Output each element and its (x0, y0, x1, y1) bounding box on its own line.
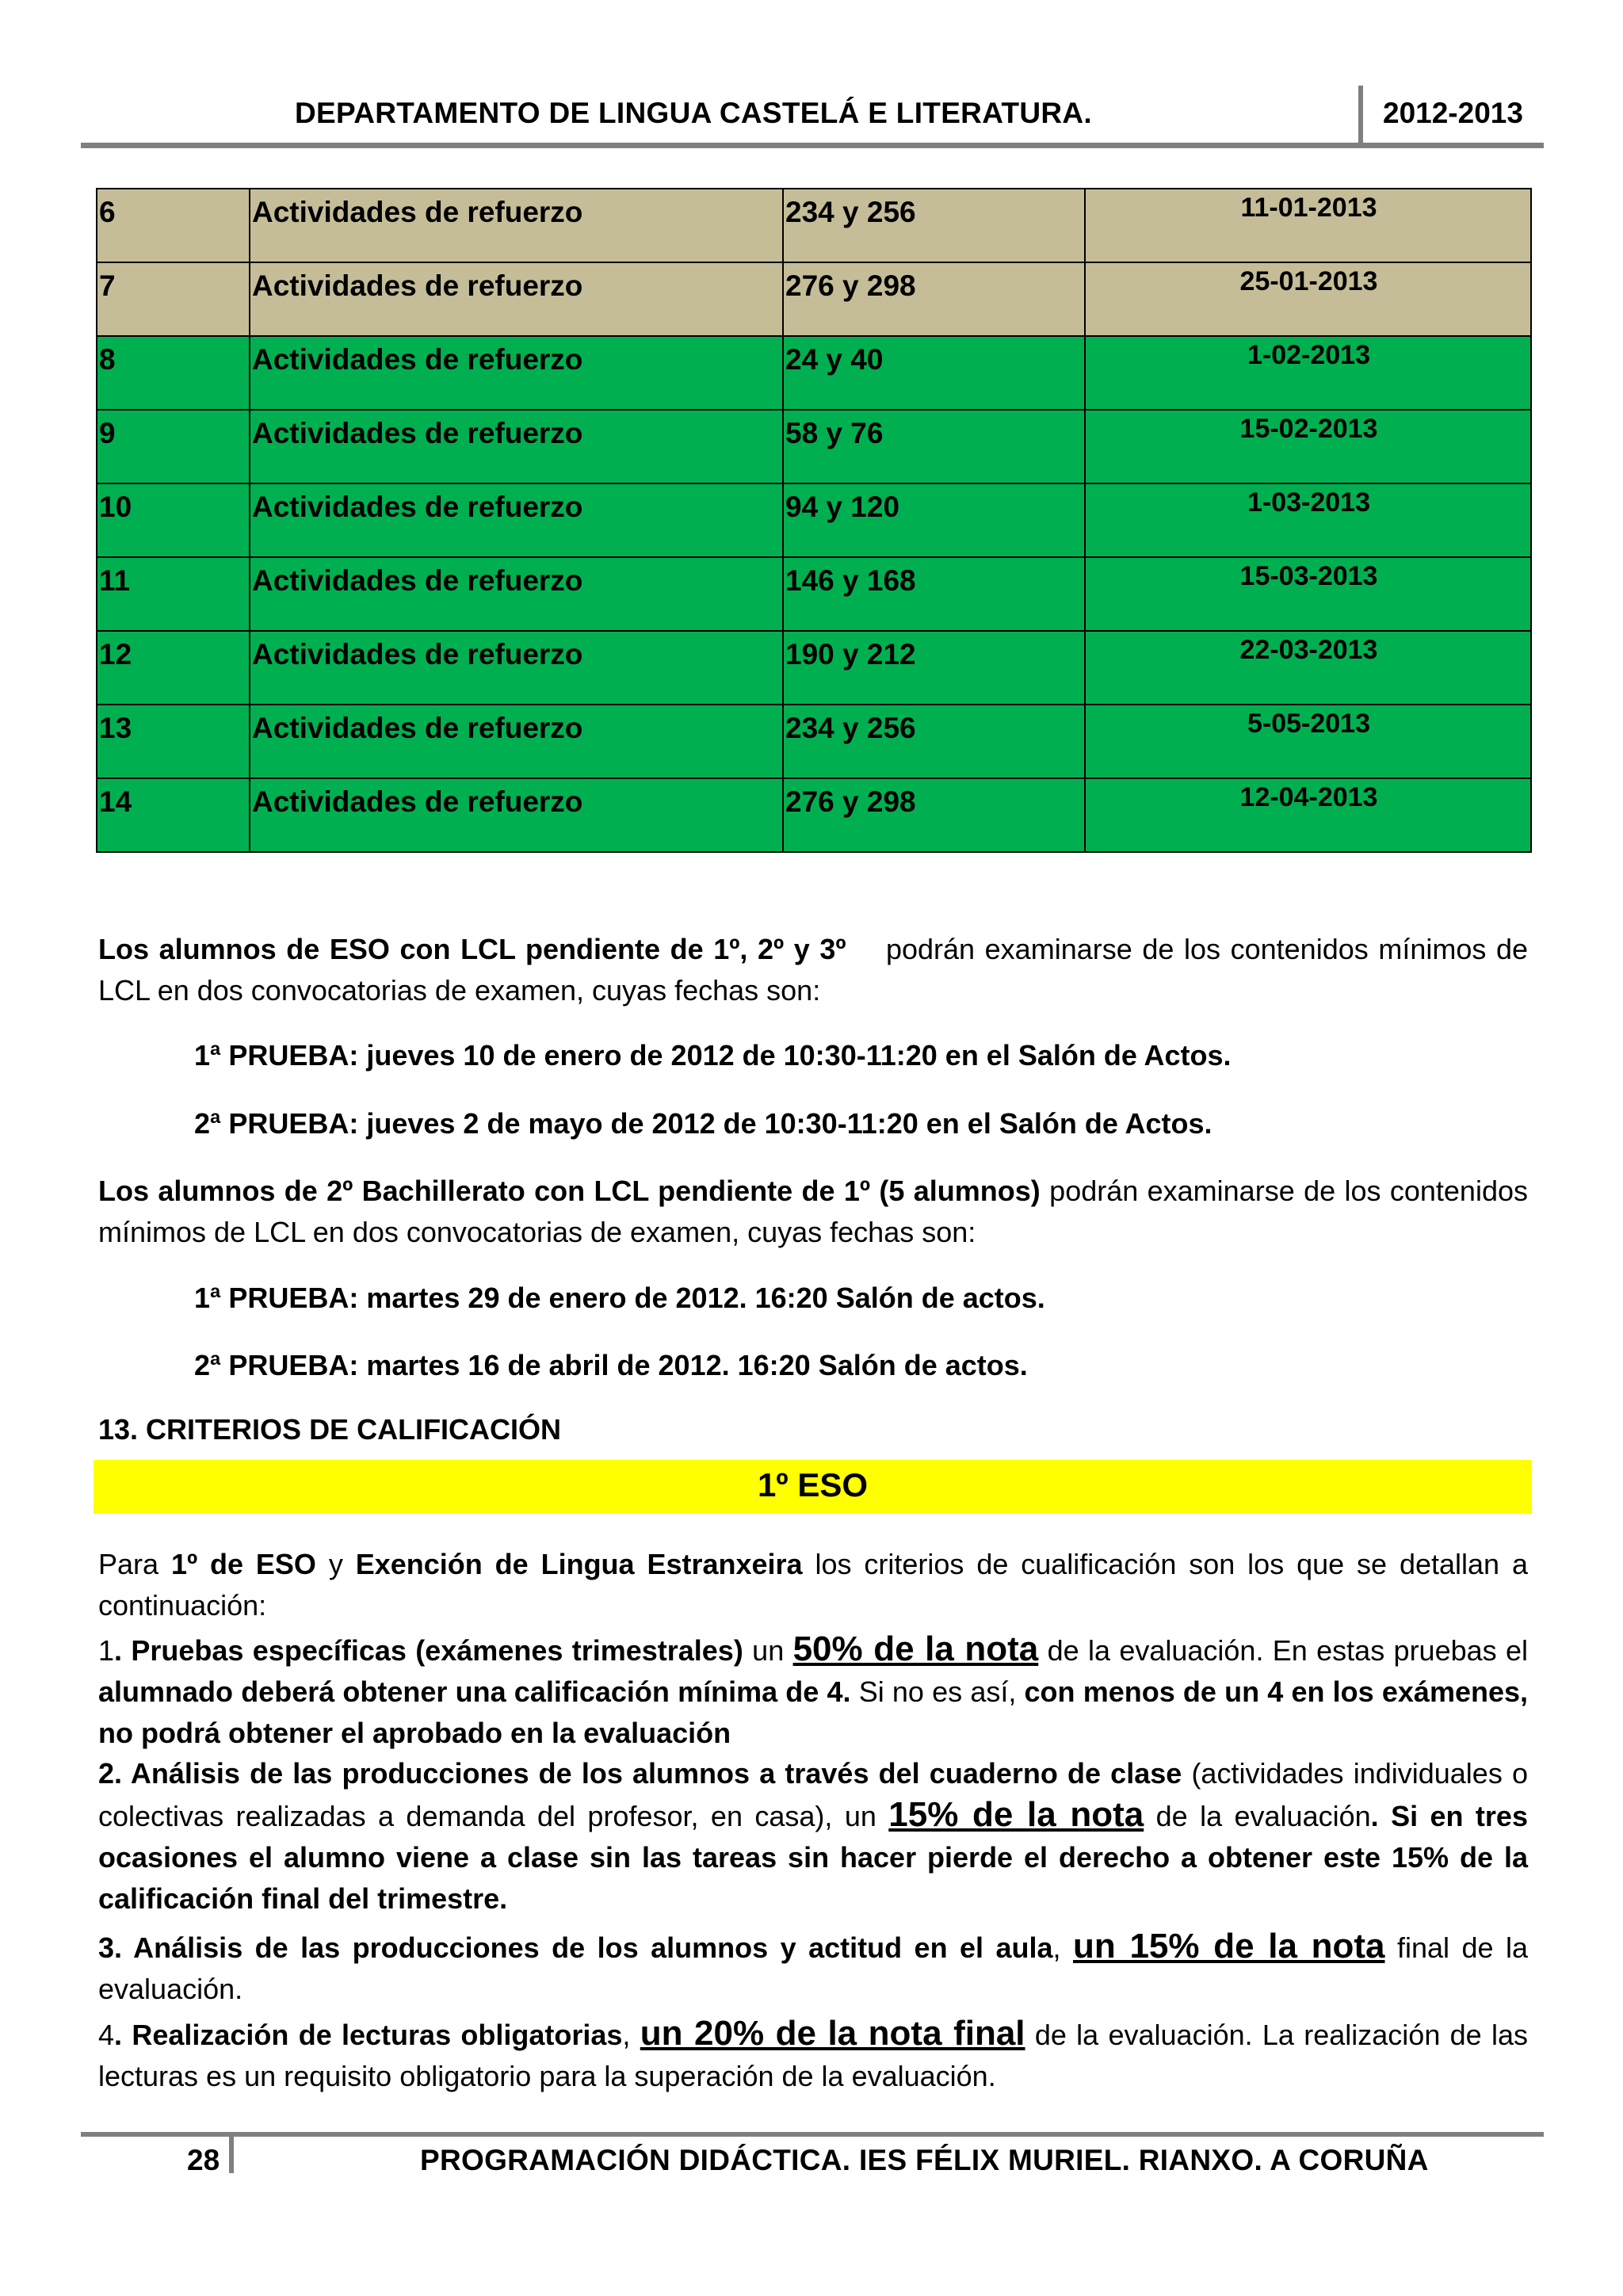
eso-test-2: 2ª PRUEBA: jueves 2 de mayo de 2012 de 10:30-11:20 en el Salón de Actos. (194, 1107, 1212, 1140)
date-cell (1085, 262, 1531, 336)
criteria-intro-text-2: y (315, 1548, 356, 1580)
pages-cell (783, 410, 1085, 483)
criteria-item-1 (98, 1629, 1528, 1754)
criteria-item-4-text-1: , (622, 2019, 640, 2051)
criteria-item-2-percent: 15% de la nota (888, 1795, 1144, 1834)
criteria-item-3-text-1: , (1052, 1931, 1074, 1964)
section-heading: 13. CRITERIOS DE CALIFICACIÓN (98, 1413, 562, 1446)
activity-cell-text: Actividades de refuerzo (252, 564, 583, 597)
pages-cell (783, 336, 1085, 410)
footer-divider (229, 2135, 234, 2173)
row-number-cell (97, 336, 250, 410)
criteria-intro (98, 1544, 1528, 1626)
pages-cell-text: 276 y 298 (785, 785, 916, 818)
criteria-item-4-num: 4 (98, 2019, 115, 2051)
criteria-item-2-text-2: de la evaluación (1144, 1800, 1371, 1832)
table-row (97, 631, 1531, 705)
table-row (97, 483, 1531, 557)
level-band (94, 1460, 1532, 1514)
criteria-intro-bold-2: Exención de Lingua Estranxeira (355, 1548, 803, 1580)
pages-cell-text: 24 y 40 (785, 343, 884, 376)
header-title: DEPARTAMENTO DE LINGUA CASTELÁ E LITERATURA. (294, 97, 1093, 129)
activity-cell (250, 631, 783, 705)
pages-cell-text: 234 y 256 (785, 712, 916, 744)
row-number-cell-text: 13 (99, 712, 132, 744)
date-cell-text: 15-02-2013 (1239, 414, 1378, 444)
pages-cell (783, 189, 1085, 262)
row-number-cell-text: 7 (99, 269, 116, 302)
criteria-item-1-bold-2: alumnado deberá obtener una calificación mínima de 4. (98, 1675, 851, 1708)
header-year: 2012-2013 (1383, 97, 1523, 129)
criteria-intro-text-3: los criterios de cualificación son los que se detallan a continuación: (98, 1548, 1528, 1622)
pages-cell (783, 705, 1085, 778)
date-cell (1085, 778, 1531, 852)
row-number-cell (97, 189, 250, 262)
row-number-cell (97, 483, 250, 557)
criteria-item-4-bold: . Realización de lecturas obligatorias (114, 2019, 623, 2051)
row-number-cell-text: 12 (99, 638, 132, 670)
row-number-cell (97, 262, 250, 336)
activity-cell-text: Actividades de refuerzo (252, 343, 583, 376)
pages-cell (783, 557, 1085, 631)
pages-cell-text: 276 y 298 (785, 269, 916, 302)
bach-test-1: 1ª PRUEBA: martes 29 de enero de 2012. 16:20 Salón de actos. (194, 1282, 1045, 1314)
bach-exams-intro-rest: podrán examinarse de los contenidos mínimos de LCL en dos convocatorias de examen, cuyas fechas son: (98, 1175, 1528, 1248)
table-row (97, 336, 1531, 410)
table-row (97, 189, 1531, 262)
activity-cell (250, 410, 783, 483)
row-number-cell (97, 705, 250, 778)
row-number-cell (97, 631, 250, 705)
date-cell-text: 1-02-2013 (1247, 340, 1370, 370)
row-number-cell-text: 6 (99, 196, 116, 228)
activity-cell-text: Actividades de refuerzo (252, 417, 583, 449)
row-number-cell-text: 11 (99, 564, 131, 597)
header-divider (1358, 86, 1363, 146)
criteria-item-4-text-2: de la evaluación. La realización de las lecturas es un requisito obligatorio para la superación de la evaluación. (98, 2019, 1529, 2092)
criteria-item-4 (98, 2013, 1528, 2097)
bach-test-2: 2ª PRUEBA: martes 16 de abril de 2012. 16:20 Salón de actos. (194, 1349, 1028, 1381)
pages-cell-text: 190 y 212 (785, 638, 916, 670)
criteria-item-3 (98, 1926, 1528, 2010)
pages-cell (783, 262, 1085, 336)
criteria-item-3-percent: un 15% de la nota (1073, 1927, 1385, 1966)
footer-title: PROGRAMACIÓN DIDÁCTICA. IES FÉLIX MURIEL. RIANXO. A CORUÑA (420, 2144, 1429, 2176)
activity-cell-text: Actividades de refuerzo (252, 269, 583, 302)
date-cell (1085, 705, 1531, 778)
table-row (97, 557, 1531, 631)
table-row (97, 705, 1531, 778)
eso-exams-intro-bold: Los alumnos de ESO con LCL pendiente de 1º, 2º y 3º (98, 933, 846, 965)
criteria-item-2-bold: 2. Análisis de las producciones de los alumnos a través del cuaderno de clase (98, 1757, 1182, 1790)
row-number-cell (97, 410, 250, 483)
criteria-item-2-text-1: (actividades individuales o colectivas realizadas a demanda del profesor, en casa), un (98, 1757, 1529, 1832)
criteria-item-1-text-2: de la evaluación. En estas pruebas el (1038, 1634, 1528, 1667)
date-cell-text: 11-01-2013 (1240, 193, 1377, 223)
eso-exams-paragraph (98, 929, 1528, 1011)
row-number-cell-text: 9 (99, 417, 116, 449)
bach-exams-paragraph (98, 1171, 1528, 1253)
date-cell-text: 22-03-2013 (1239, 635, 1378, 665)
date-cell (1085, 631, 1531, 705)
activity-cell-text: Actividades de refuerzo (252, 712, 583, 744)
activity-cell-text: Actividades de refuerzo (252, 785, 583, 818)
activity-cell (250, 483, 783, 557)
bach-exams-intro-bold: Los alumnos de 2º Bachillerato con LCL pendiente de 1º (5 alumnos) (98, 1175, 1041, 1207)
criteria-intro-text-1: Para (98, 1548, 171, 1580)
criteria-item-2 (98, 1753, 1528, 1920)
eso-exams-intro-rest: podrán examinarse de los contenidos mínimos de LCL en dos convocatorias de examen, cuyas fechas son: (98, 933, 1528, 1007)
activity-cell (250, 336, 783, 410)
row-number-cell-text: 14 (99, 785, 132, 818)
criteria-item-1-text-1: un (743, 1634, 793, 1667)
activity-cell (250, 557, 783, 631)
schedule-table (96, 188, 1532, 853)
pages-cell (783, 778, 1085, 852)
criteria-item-3-bold: 3. Análisis de las producciones de los alumnos y actitud en el aula (98, 1931, 1053, 1964)
criteria-intro-bold-1: 1º de ESO (170, 1548, 316, 1580)
date-cell-text: 1-03-2013 (1247, 487, 1370, 518)
row-number-cell-text: 8 (99, 343, 116, 376)
level-band-label: 1º ESO (757, 1466, 869, 1503)
activity-cell-text: Actividades de refuerzo (252, 196, 583, 228)
activity-cell (250, 262, 783, 336)
table-row (97, 778, 1531, 852)
criteria-item-3-text-2: final de la evaluación. (98, 1931, 1528, 2005)
date-cell (1085, 483, 1531, 557)
activity-cell (250, 778, 783, 852)
pages-cell-text: 146 y 168 (785, 564, 916, 597)
header-rule (81, 143, 1544, 148)
criteria-item-1-bold: . Pruebas específicas (exámenes trimestrales) (114, 1634, 743, 1667)
pages-cell (783, 631, 1085, 705)
criteria-item-1-num: 1 (98, 1634, 115, 1667)
row-number-cell (97, 557, 250, 631)
table-row (97, 262, 1531, 336)
activity-cell (250, 705, 783, 778)
table-row (97, 410, 1531, 483)
date-cell (1085, 557, 1531, 631)
pages-cell-text: 94 y 120 (785, 491, 900, 523)
date-cell (1085, 336, 1531, 410)
criteria-item-1-text-3: Si no es así, (850, 1675, 1025, 1708)
activity-cell (250, 189, 783, 262)
criteria-item-1-bold-3: con menos de un 4 en los exámenes, no podrá obtener el aprobado en la evaluación (98, 1675, 1529, 1749)
pages-cell (783, 483, 1085, 557)
criteria-item-4-percent: un 20% de la nota final (640, 2014, 1025, 2053)
pages-cell-text: 234 y 256 (785, 196, 916, 228)
activity-cell-text: Actividades de refuerzo (252, 638, 583, 670)
row-number-cell (97, 778, 250, 852)
page-number: 28 (187, 2144, 220, 2176)
row-number-cell-text: 10 (99, 491, 132, 523)
activity-cell-text: Actividades de refuerzo (252, 491, 583, 523)
date-cell (1085, 410, 1531, 483)
criteria-item-2-bold-2: . Si en tres ocasiones el alumno viene a clase sin las tareas sin hacer pierde el derecho a obtener este 15% de la calificación final del trimestre. (98, 1800, 1528, 1915)
date-cell-text: 12-04-2013 (1239, 782, 1378, 812)
criteria-item-1-percent: 50% de la nota (792, 1629, 1039, 1668)
footer-rule (81, 2132, 1544, 2137)
date-cell-text: 15-03-2013 (1239, 561, 1378, 591)
eso-test-1: 1ª PRUEBA: jueves 10 de enero de 2012 de 10:30-11:20 en el Salón de Actos. (194, 1039, 1232, 1072)
date-cell-text: 25-01-2013 (1239, 266, 1378, 296)
date-cell-text: 5-05-2013 (1247, 709, 1370, 739)
date-cell (1085, 189, 1531, 262)
pages-cell-text: 58 y 76 (785, 417, 884, 449)
